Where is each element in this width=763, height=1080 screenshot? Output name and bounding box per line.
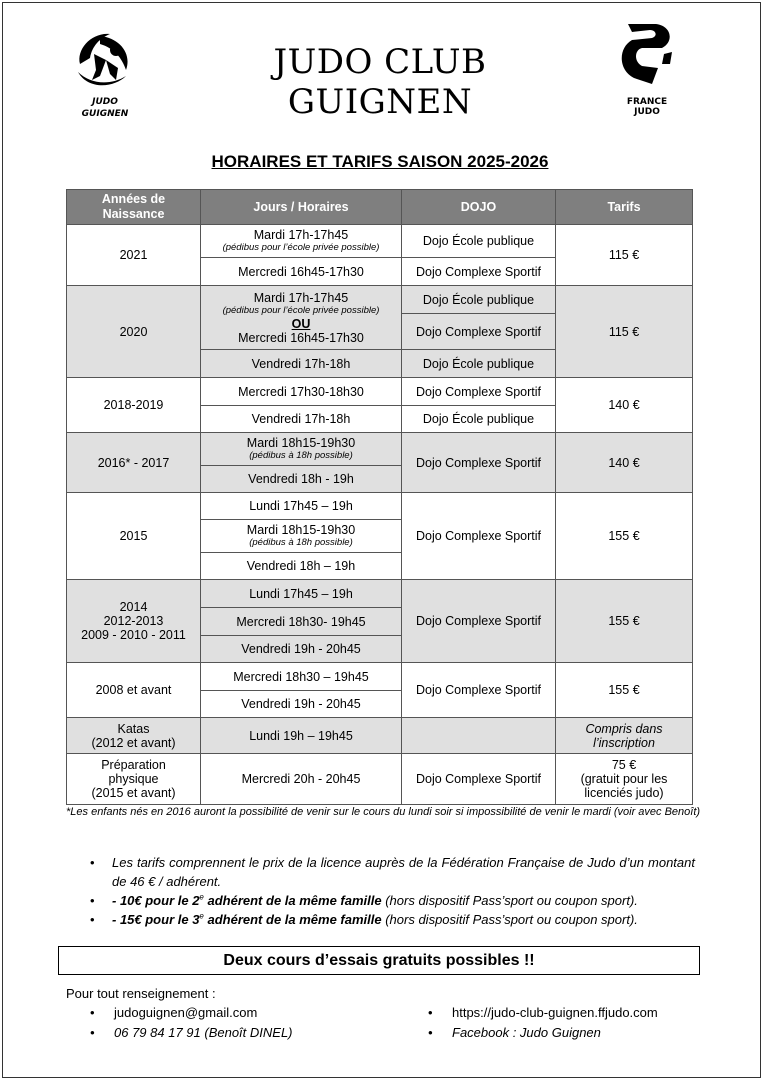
years-line: (2015 et avant): [91, 786, 176, 800]
price-line: (gratuit pour les: [580, 772, 668, 786]
table-row: [67, 378, 693, 406]
price-cell: 155 €: [556, 663, 693, 718]
schedule-cell: Lundi 19h – 19h45: [201, 718, 402, 754]
table-row: [67, 286, 693, 314]
schedule-cell: Mercredi 16h45-17h30: [201, 258, 402, 286]
schedule-cell: Vendredi 17h-18h: [201, 406, 402, 433]
note-bold: adhérent de la même famille: [203, 893, 382, 908]
schedule-note: (pédibus pour l’école privée possible): [222, 304, 380, 316]
schedule-cell: Mercredi 18h30- 19h45: [201, 608, 402, 636]
contact-phone[interactable]: • 06 79 84 17 91 (Benoît DINEL): [90, 1023, 293, 1043]
note-rest: (hors dispositif Pass’sport ou coupon sport).: [381, 912, 638, 927]
contact-facebook[interactable]: • Facebook : Judo Guignen: [428, 1023, 658, 1043]
schedule-line: Mercredi 16h45-17h30: [238, 330, 364, 345]
dojo-cell: Dojo Complexe Sportif: [402, 754, 556, 805]
schedule-cell: [201, 433, 402, 466]
table-row: [67, 225, 693, 258]
dojo-cell: Dojo Complexe Sportif: [402, 378, 556, 406]
contact-title: Pour tout renseignement :: [66, 986, 216, 1001]
note-bold: adhérent de la même famille: [203, 912, 382, 927]
schedule-line: Mardi 18h15-19h30: [246, 523, 356, 537]
years-cell: 2021: [67, 225, 201, 286]
pricing-notes: [90, 853, 695, 929]
table-header-row: [67, 190, 693, 225]
price-line: Compris dans: [585, 721, 663, 736]
years-line: Préparation: [101, 758, 166, 772]
note-sup: e: [199, 892, 204, 902]
header-days: Jours / Horaires: [201, 190, 402, 225]
table-row: [67, 433, 693, 466]
list-item: • Les tarifs comprennent le prix de la licence auprès de la Fédération Française de Judo d’un montant de 46 € / adhérent.: [90, 853, 695, 891]
schedule-cell: Lundi 17h45 – 19h: [201, 493, 402, 520]
schedule-cell: Vendredi 19h - 20h45: [201, 636, 402, 663]
price-cell: 115 €: [556, 286, 693, 378]
schedule-or: OU: [291, 316, 311, 331]
schedule-line: Mardi 18h15-19h30: [246, 436, 356, 450]
logo-right-line2: JUDO: [634, 107, 660, 117]
club-title: [200, 42, 560, 122]
dojo-cell: Dojo Complexe Sportif: [402, 314, 556, 350]
price-line: l’inscription: [593, 735, 655, 750]
contact-email[interactable]: • judoguignen@gmail.com: [90, 1003, 293, 1023]
schedule-line: Mardi 17h-17h45: [253, 228, 349, 242]
header-dojo: DOJO: [402, 190, 556, 225]
years-line: 2012-2013: [103, 614, 164, 628]
dojo-cell: Dojo Complexe Sportif: [402, 258, 556, 286]
schedule-cell: [201, 286, 402, 350]
contact-website[interactable]: • https://judo-club-guignen.ffjudo.com: [428, 1003, 658, 1023]
years-cell: 2018-2019: [67, 378, 201, 433]
price-line: 75 €: [611, 758, 637, 772]
note-bold: - 10€ pour le 2: [112, 893, 200, 908]
schedule-cell: Vendredi 19h - 20h45: [201, 691, 402, 718]
table-row: [67, 754, 693, 805]
dojo-cell: Dojo Complexe Sportif: [402, 493, 556, 580]
footnote: *Les enfants nés en 2016 auront la possibilité de venir sur le cours du lundi soir si impossibilité de venir le mardi (voir avec Benoît): [66, 806, 701, 818]
table-row: [67, 580, 693, 608]
years-line: physique: [108, 772, 159, 786]
schedule-cell: Mercredi 20h - 20h45: [201, 754, 402, 805]
dojo-cell: [402, 718, 556, 754]
header-years-line1: Années de: [101, 192, 166, 206]
dojo-cell: Dojo Complexe Sportif: [402, 433, 556, 493]
header-years-line2: Naissance: [102, 207, 165, 221]
logo-right-line1: FRANCE: [626, 97, 668, 107]
years-line: 2014: [119, 600, 148, 614]
club-title-line1: JUDO CLUB: [273, 42, 487, 82]
header-price: Tarifs: [556, 190, 693, 225]
dojo-cell: Dojo École publique: [402, 286, 556, 314]
schedule-line: Mardi 17h-17h45: [253, 290, 349, 305]
years-cell: 2016* - 2017: [67, 433, 201, 493]
list-item: [90, 891, 695, 910]
schedule-note: (pédibus à 18h possible): [249, 537, 353, 548]
price-cell: 155 €: [556, 580, 693, 663]
header-years: [67, 190, 201, 225]
judo-guignen-logo: [70, 24, 140, 124]
schedule-cell: Vendredi 18h - 19h: [201, 466, 402, 493]
price-cell: 140 €: [556, 378, 693, 433]
price-line: licenciés judo): [584, 786, 664, 800]
france-judo-logo: [612, 20, 682, 120]
schedule-cell: Mercredi 17h30-18h30: [201, 378, 402, 406]
table-row: [67, 493, 693, 520]
years-cell: [67, 580, 201, 663]
table-row: [67, 718, 693, 754]
schedule-cell: [201, 225, 402, 258]
price-cell: 140 €: [556, 433, 693, 493]
schedule-note: (pédibus à 18h possible): [249, 450, 353, 461]
years-line: 2009 - 2010 - 2011: [81, 628, 186, 642]
years-line: (2012 et avant): [91, 735, 176, 750]
schedule-cell: Vendredi 17h-18h: [201, 350, 402, 378]
schedule-note: (pédibus pour l’école privée possible): [222, 242, 380, 253]
price-cell: [556, 754, 693, 805]
schedule-cell: Lundi 17h45 – 19h: [201, 580, 402, 608]
dojo-cell: Dojo Complexe Sportif: [402, 580, 556, 663]
note-bold: - 15€ pour le 3: [112, 912, 200, 927]
schedule-cell: [201, 520, 402, 553]
contact-list-left: [90, 1003, 293, 1043]
free-trial-banner: Deux cours d’essais gratuits possibles !!: [58, 946, 700, 975]
schedule-cell: Vendredi 18h – 19h: [201, 553, 402, 580]
years-cell: [67, 754, 201, 805]
table-row: [67, 663, 693, 691]
years-line: Katas: [117, 721, 150, 736]
price-cell: 115 €: [556, 225, 693, 286]
schedule-cell: Mercredi 18h30 – 19h45: [201, 663, 402, 691]
club-title-line2: GUIGNEN: [287, 82, 473, 122]
years-cell: 2008 et avant: [67, 663, 201, 718]
dojo-cell: Dojo École publique: [402, 225, 556, 258]
price-cell: [556, 718, 693, 754]
dojo-cell: Dojo École publique: [402, 350, 556, 378]
france-judo-icon: [612, 20, 682, 92]
season-title: HORAIRES ET TARIFS SAISON 2025-2026: [211, 152, 549, 171]
years-cell: 2020: [67, 286, 201, 378]
years-cell: [67, 718, 201, 754]
list-item: [90, 910, 695, 929]
dojo-cell: Dojo École publique: [402, 406, 556, 433]
note-sup: e: [199, 911, 204, 921]
judoka-icon: [70, 24, 140, 90]
note-rest: (hors dispositif Pass’sport ou coupon sport).: [381, 893, 638, 908]
years-cell: 2015: [67, 493, 201, 580]
logo-left-line2: GUIGNEN: [81, 109, 129, 119]
dojo-cell: Dojo Complexe Sportif: [402, 663, 556, 718]
schedule-table: [66, 189, 693, 805]
logo-left-line1: JUDO: [92, 97, 118, 107]
contact-list-right: [428, 1003, 658, 1043]
price-cell: 155 €: [556, 493, 693, 580]
